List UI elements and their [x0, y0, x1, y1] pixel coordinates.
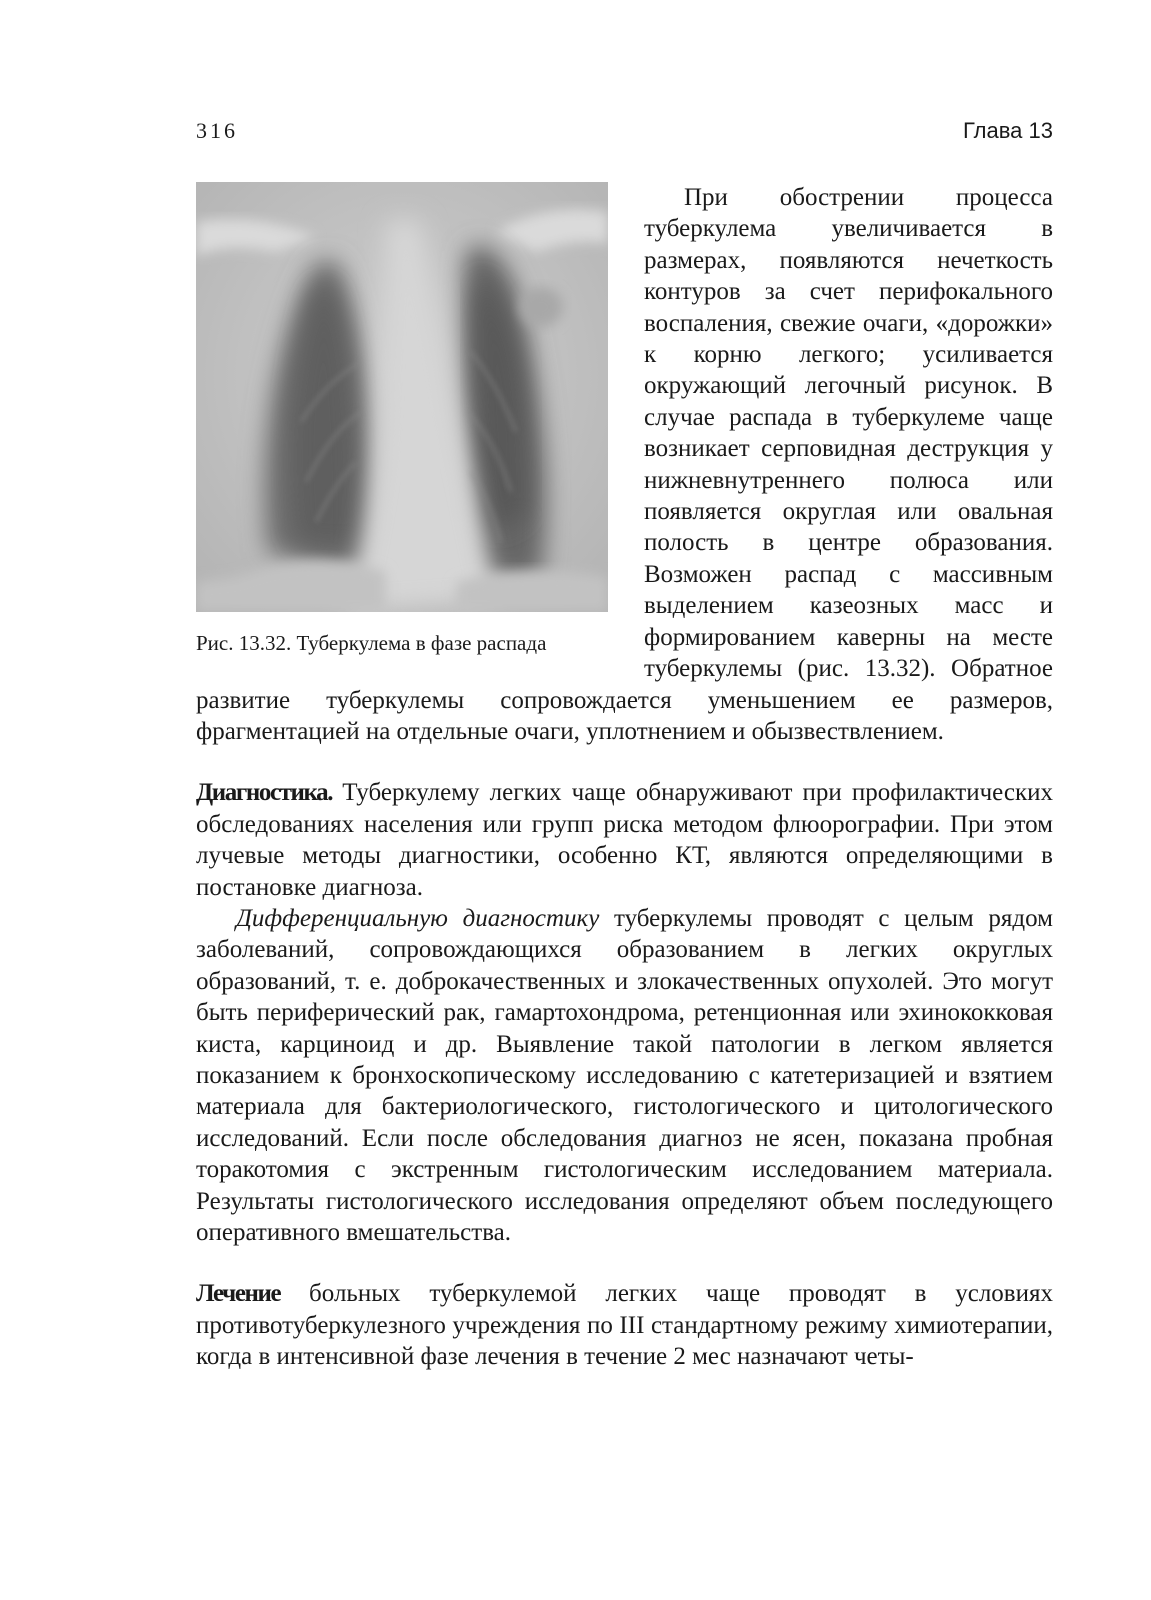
chapter-label: Глава 13 [962, 118, 1053, 143]
treatment-text: больных туберкулемой легких чаще проводят в условиях противотуберкулезного учреждения по III стандартному режиму химиотерапии, когда в интенсивной фазе лечения в течение 2 мес назначают четы- [196, 1280, 1053, 1371]
figure-caption: Рис. 13.32. Туберкулема в фазе распада [196, 631, 547, 655]
paragraph-diagnostics [196, 777, 1053, 903]
body-text [196, 182, 1053, 1373]
paragraph-treatment [196, 1278, 1053, 1372]
paragraph-differential [196, 903, 1053, 1248]
diagnostics-heading: Диагностика. [196, 779, 333, 807]
paragraph-exacerbation: При обострении процесса туберкулема увеличивается в размерах, появляются нечеткость контуров за счет перифокального воспаления, свежие очаги, «дорожки» к корню легкого; усиливается окружающий легочный рисунок. В случае распада в туберкулеме чаще возникает серповидная деструкция у нижневнутреннего полюса или появляется округлая или овальная полость в центре образования. Возможен распад с массивным выделением казеозных масс и формированием каверны на месте туберкулемы (рис. 13.32). Обратное развитие туберкулемы сопровождается уменьшением ее размеров, фрагментацией на отдельные очаги, уплотнением и обызвествлением. [196, 184, 1053, 745]
figure-13-32 [196, 182, 608, 668]
differential-emphasis: Дифференциальную диагностику [236, 904, 600, 932]
treatment-heading: Лечение [196, 1280, 281, 1308]
page-number: 316 [196, 118, 238, 143]
chest-xray-image [196, 182, 608, 612]
differential-text: туберкулемы проводят с целым рядом заболеваний, сопровождающихся образованием в легких округлых образований, т. е. доброкачественных и злокачественных опухолей. Это могут быть периферический рак, гамартохондрома, ретенционная или эхинококковая киста, карциноид и др. Выявление такой патологии в легком является показанием к бронхоскопическому исследованию с катетеризацией и взятием материала для бактериологического, гистологического и цитологического исследований. Если после обследования диагноз не ясен, показана пробная торакотомия с экстренным гистологическим исследованием материала. Результаты гистологического исследования определяют объем последующего оперативного вмешательства. [196, 904, 1053, 1246]
diagnostics-text: Туберкулему легких чаще обнаруживают при профилактических обследованиях населения или групп риска методом флюорографии. При этом лучевые методы диагностики, особенно КТ, являются определяющими в постановке диагноза. [196, 779, 1053, 901]
